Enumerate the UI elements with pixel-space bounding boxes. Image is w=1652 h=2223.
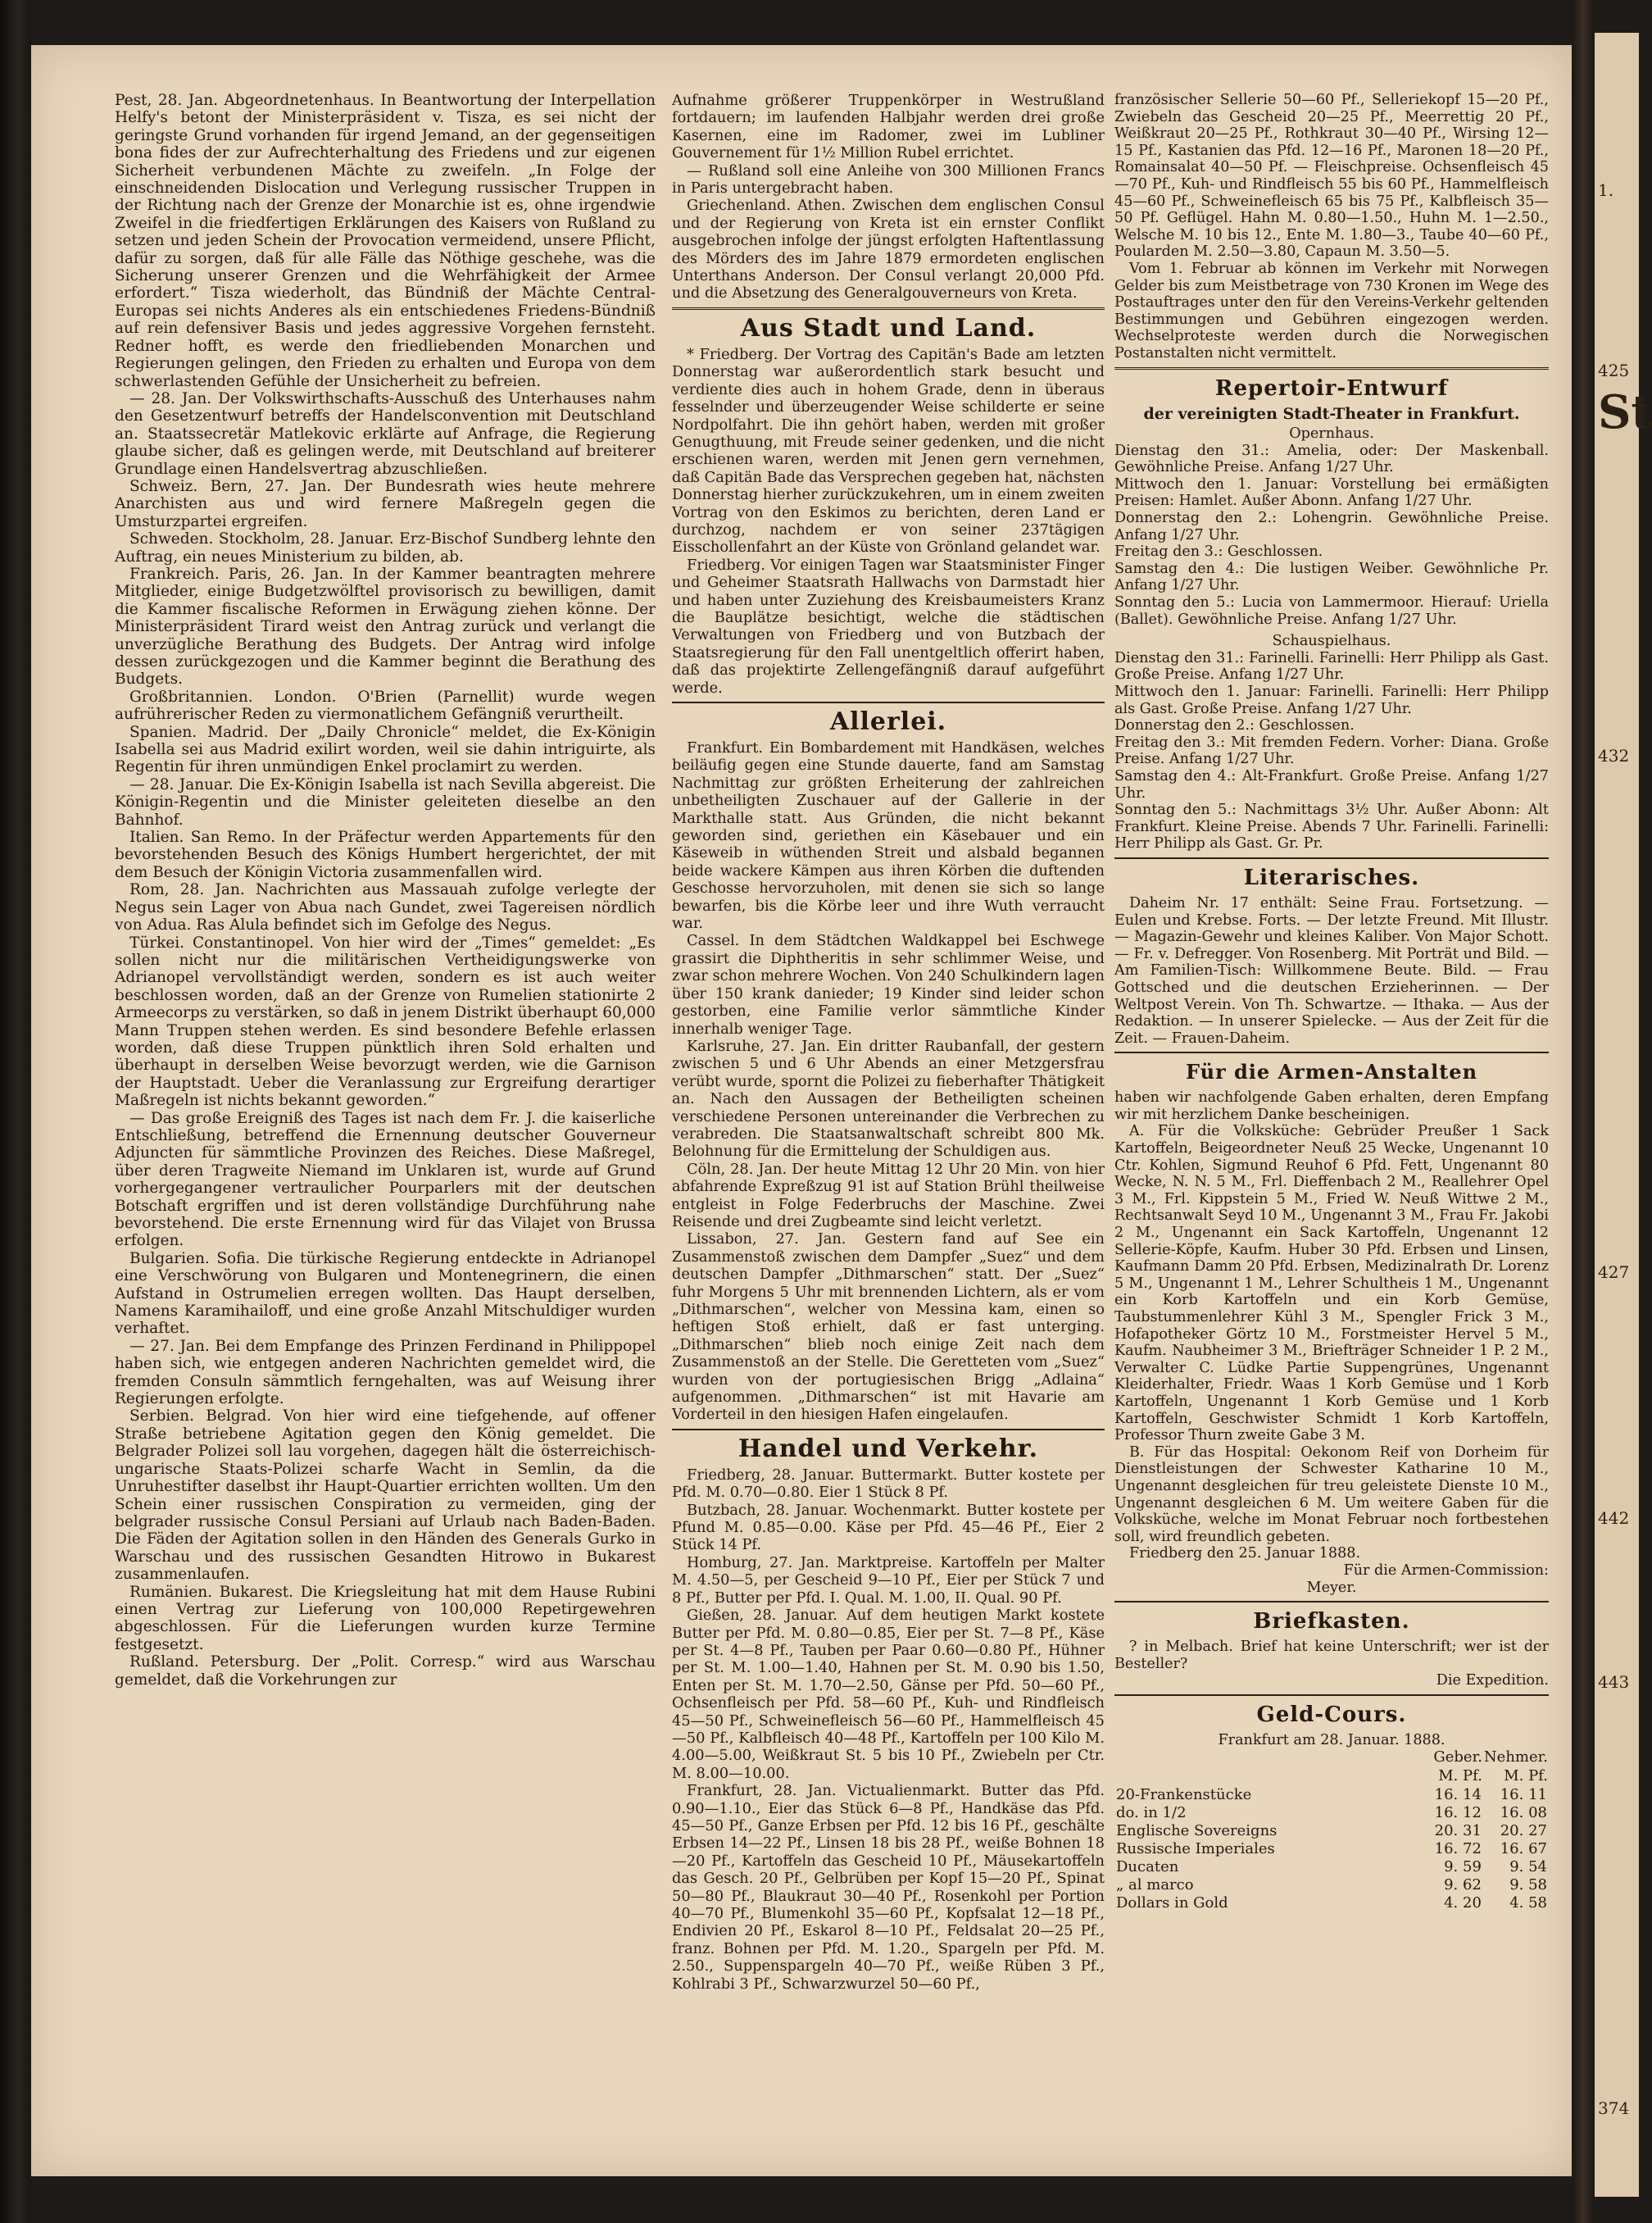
article-paragraph: — Rußland soll eine Anleihe von 300 Millionen Francs in Paris untergebracht haben. <box>672 161 1105 198</box>
table-row <box>1114 1894 1549 1912</box>
margin-fragment: 374 <box>1598 2098 1630 2118</box>
schedule-entry: Sonntag den 5.: Nachmittags 3½ Uhr. Außer Abonn: Alt Frankfurt. Kleine Preise. Abends 7 Uhr. Farinelli. Farinelli: Herr Philipp als Gast. Gr. Pr. <box>1114 802 1549 852</box>
article-paragraph: — 28. Jan. Der Volkswirthschafts-Ausschuß des Unterhauses nahm den Gesetzentwurf betreffs der Handelsconvention mit Deutschland an. Staatssecretär Matlekovic erklärte auf Anfrage, die Regierung glaube sicher, daß es gelingen werde, mit Deutschland auf breiterer Grundlage einen Handelsvertrag abzuschließen. <box>115 389 656 478</box>
geber-value: 9. 59 <box>1444 1857 1482 1875</box>
market-report: Gießen, 28. Januar. Auf dem heutigen Markt kostete Butter per Pfd. M. 0.80—0.85, Eier per St. 7—8 Pf., Käse per St. 4—8 Pf., Tauben per Paar 0.60—0.80 Pf., Hühner per St. M. 1.00—1.40, Hahnen per St. M. 0.90 bis 1.50, Enten per St. M. 1.70—2.50, Gänse per Pfd. 50—60 Pf., Ochsenfleisch per Pfd. 58—60 Pf., Kuh- und Rindfleisch 45—50 Pf., Schweinefleisch 56—60 Pf., Hammelfleisch 45—50 Pf., Kalbfleisch 40—48 Pf., Kartoffeln per 100 Kilo M. 4.00—5.00, Weißkraut St. 5 bis 10 Pf., Zwiebeln per Ctr. M. 8.00—10.00. <box>672 1607 1105 1782</box>
article-paragraph: Lissabon, 27. Jan. Gestern fand auf See ein Zusammenstoß zwischen dem Dampfer „Suez“ und dem deutschen Dampfer „Dithmarschen“ statt. Der „Suez“ fuhr Morgens 5 Uhr mit brennenden Lichtern, als er vom „Dithmarschen“, welcher von Messina kam, einen so heftigen Stoß erhielt, daß er fast unterging. „Dithmarschen“ blieb noch einige Zeit nach dem Zusammenstoß an der Stelle. Die Geretteten vom „Suez“ wurden von der portugiesischen Brigg „Adlaina“ aufgenommen. „Dithmarschen“ ist mit Havarie am Vorderteil in den hiesigen Hafen eingelaufen. <box>672 1230 1105 1424</box>
section-title-literarisches: Literarisches. <box>1243 865 1420 890</box>
article-paragraph: — 27. Jan. Bei dem Empfange des Prinzen Ferdinand in Philippopel haben sich, wie entgegen anderen Nachrichten gemeldet wird, die fremden Consuln sämmtlich ferngehalten, was auf Weisung ihrer Regierungen erfolgte. <box>115 1337 656 1408</box>
article-paragraph: Cassel. In dem Städtchen Waldkappel bei Eschwege grassirt die Diphtheritis in sehr schlimmer Weise, und zwar schon mehrere Wochen. Von 240 Schulkindern lagen über 150 krank danieder; 19 Kinder sind leider schon gestorben, eine Familie verlor sämmtliche Kinder innerhalb weniger Tage. <box>672 932 1105 1038</box>
schedule-entry: Donnerstag den 2.: Lohengrin. Gewöhnliche Preise. Anfang 1/27 Uhr. <box>1114 510 1549 543</box>
currency-name: „ al marco <box>1116 1875 1194 1893</box>
section-title-briefkasten: Briefkasten. <box>1253 1609 1410 1634</box>
article-paragraph: Aufnahme größerer Truppenkörper in Westrußland fortdauern; im laufenden Halbjahr werden drei große Kasernen, eine im Radomer, zwei im Lubliner Gouvernement für 1½ Million Rubel errichtet. <box>672 92 1105 162</box>
section-divider <box>1114 857 1549 859</box>
letterbox-sign: Die Expedition. <box>1436 1672 1549 1689</box>
book-binding <box>0 0 31 2223</box>
nehmer-value: 9. 58 <box>1509 1875 1547 1893</box>
margin-fragment: 425 <box>1598 361 1630 380</box>
article-paragraph: Spanien. Madrid. Der „Daily Chronicle“ meldet, die Ex-Königin Isabella sei aus Madrid exilirt worden, weil sie dahin intriguirte, als Regentin für ihren unmündigen Enkel proclamirt zu werden. <box>115 723 656 776</box>
schedule-entry: Freitag den 3.: Mit fremden Federn. Vorher: Diana. Große Preise. Anfang 1/27 Uhr. <box>1114 734 1549 768</box>
article-paragraph: Griechenland. Athen. Zwischen dem englischen Consul und der Regierung von Kreta ist ein ernster Conflikt ausgebrochen infolge der jüngst erfolgten Haftentlassung des Mörders des im Jahre 1879 ermordeten englischen Unterthans Anderson. Der Consul verlangt 20,000 Pfd. und die Absetzung des Generalgouverneurs von Kreta. <box>672 197 1105 302</box>
schedule-entry: Samstag den 4.: Alt-Frankfurt. Große Preise. Anfang 1/27 Uhr. <box>1114 767 1549 802</box>
margin-fragment: St <box>1598 385 1652 439</box>
article-paragraph: Pest, 28. Jan. Abgeordnetenhaus. In Beantwortung der Interpellation Helfy's betont der Ministerpräsident v. Tisza, es sei nicht der geringste Grund vorhanden für irgend Jemand, an der gegenseitigen bona fides der zur Aufrechterhaltung des Friedens und zur eigenen Sicherheit verbundenen Mächte zu zweifeln. „In Folge der einschneidenden Dislocation und Verlegung russischer Truppen in der Richtung nach der Grenze der Monarchie ist es, ohne irgendwie Zweifel in die friedfertigen Erklärungen des Kaisers von Rußland zu setzen und jeden Schein der Provocation vermeidend, unsere Pflicht, dafür zu sorgen, daß für alle Fälle das Nöthige geschehe, was die Sicherung unserer Grenzen und die Wehrfähigkeit der Armee erfordert.“ Tisza wiederholt, das Bündniß der Mächte Central-Europas sei nichts Anderes als ein entschiedenes Friedens-Bündniß auf rein defensiver Basis und jedes aggressive Vorgehen fernsteht. Redner hofft, es werde den friedliebenden Monarchen und Regierungen gelingen, den Frieden zu erhalten und Europa von dem schwerlastenden Gefühle der Unsicherheit zu befreien. <box>115 92 656 390</box>
section-divider <box>672 702 1105 703</box>
donation-list: B. Für das Hospital: Oekonom Reif von Dorheim für Dienstleistungen der Schwester Katharine 10 M., Ungenannt desgleichen für treu geleistete Dienste 10 M., Ungenannt desgleichen 6 M. Um weitere Gaben für die Volksküche, welche im Monat Februar noch fortbestehen soll, wird freundlich gebeten. <box>1114 1443 1549 1545</box>
currency-name: Dollars in Gold <box>1116 1893 1228 1912</box>
margin-fragment: 1. <box>1598 180 1614 200</box>
column-unit: M. Pf. <box>1504 1767 1548 1785</box>
adjacent-page-edge <box>1595 33 1652 2197</box>
column-header-geber: Geber. <box>1433 1748 1482 1766</box>
section-title-allerlei: Allerlei. <box>829 707 947 736</box>
section-divider <box>1114 367 1549 370</box>
section-divider <box>672 1429 1105 1430</box>
repertoire-title: Repertoir-Entwurf <box>1214 375 1449 401</box>
column-local-news <box>672 92 1105 2141</box>
article-paragraph: Rumänien. Bukarest. Die Kriegsleitung hat mit dem Hause Rubini einen Vertrag zur Lieferung von 100,000 Repetirgewehren abgeschlossen. Für die Lieferungen wurden kurze Termine festgesetzt. <box>115 1583 656 1653</box>
geber-value: 4. 20 <box>1444 1893 1482 1912</box>
column-unit: M. Pf. <box>1438 1767 1482 1785</box>
article-paragraph: Bulgarien. Sofia. Die türkische Regierung entdeckte in Adrianopel eine Verschwörung von Bulgaren und Montenegrinern, die einen Aufstand in Ostrumelien erregen wollten. Das Haupt derselben, Namens Karamihailoff, und eine große Anzahl Mitschuldiger wurden verhaftet. <box>115 1249 656 1338</box>
currency-name: Russische Imperiales <box>1116 1839 1275 1857</box>
article-paragraph: Frankfurt. Ein Bombardement mit Handkäsen, welches beiläufig gegen eine Stunde dauerte, fand am Samstag Nachmittag zur größten Erheiterung der zahlreichen unbetheiligten Zuschauer auf der Gallerie in der Markthalle statt. Aus Gründen, die nicht bekannt geworden sind, geriethen ein Käsebauer und ein Käseweib in wüthenden Streit und alsbald begannen beide wackere Kämpen aus ihren Körben die duftenden Geschosse hervorzuholen, mit denen sie sich so lange bewarfen, bis die Körbe leer und ihre Wuth verraucht war. <box>672 739 1105 933</box>
nehmer-value: 16. 67 <box>1500 1839 1547 1857</box>
schedule-entry: Freitag den 3.: Geschlossen. <box>1114 543 1323 561</box>
donation-date: Friedberg den 25. Januar 1888. <box>1129 1545 1361 1562</box>
geber-value: 9. 62 <box>1444 1875 1482 1893</box>
exchange-place-date: Frankfurt am 28. Januar. 1888. <box>1218 1731 1446 1748</box>
geber-value: 16. 14 <box>1434 1785 1482 1803</box>
table-row <box>1114 1858 1549 1876</box>
article-paragraph: Friedberg. Vor einigen Tagen war Staatsminister Finger und Geheimer Staatsrath Hallwachs von Darmstadt hier und haben unter Zuziehung des Kreisbaumeisters Kranz die Bauplätze besichtigt, welche die städtischen Verwaltungen von Friedberg und von Butzbach der Staatsregierung für den Fall unentgeltlich offerirt haben, daß das projektirte Zellengefängniß darauf aufgeführt werde. <box>672 556 1105 697</box>
article-paragraph: * Friedberg. Der Vortrag des Capitän's Bade am letzten Donnerstag war außerordentlich stark besucht und verdiente dies auch in hohem Grade, denn in überaus fesselnder und überzeugender Weise schilderte er seine Nordpolfahrt. Die ihn gehört haben, werden mit großer Genugthuung, mit Freude seiner gedenken, und die nicht erschienen waren, werden mit Jenen gern vernehmen, daß Capitän Bade das Versprechen gegeben hat, nächsten Donnerstag hierher zurückzukehren, um in einem zweiten Vortrag von den Eskimos zu berichten, deren Land er durchzog, nachdem er von seiner 237tägigen Eisschollenfahrt an der Küste von Grönland gelandet war. <box>672 345 1105 557</box>
donation-intro: haben wir nachfolgende Gaben erhalten, deren Empfang wir mit herzlichem Danke bescheinigen. <box>1114 1089 1549 1123</box>
schedule-entry: Samstag den 4.: Die lustigen Weiber. Gewöhnliche Pr. Anfang 1/27 Uhr. <box>1114 560 1549 594</box>
geber-value: 16. 72 <box>1434 1839 1482 1857</box>
article-paragraph: Italien. San Remo. In der Präfectur werden Appartements für den bevorstehenden Besuch des Königs Humbert hergerichtet, der mit dem Besuch der Königin Victoria zusammenfallen wird. <box>115 829 656 881</box>
donation-signature: Meyer. <box>1306 1579 1357 1596</box>
table-row <box>1114 1840 1549 1858</box>
currency-name: Englische Sovereigns <box>1116 1821 1278 1839</box>
column-notices <box>1114 92 1549 2141</box>
table-row <box>1114 1822 1549 1840</box>
repertoire-subtitle: der vereinigten Stadt-Theater in Frankfurt. <box>1143 404 1520 423</box>
opernhaus-title: Opernhaus. <box>1289 425 1374 443</box>
article-paragraph: Vom 1. Februar ab können im Verkehr mit Norwegen Gelder bis zum Meistbetrage von 730 Kronen im Wege des Postauftrages unter den für den Vereins-Verkehr geltenden Bestimmungen und Gebühren eingezogen werden. Wechselproteste werden durch die Norwegischen Postanstalten nicht vermittelt. <box>1114 260 1549 361</box>
section-title-armen-anstalten: Für die Armen-Anstalten <box>1185 1060 1478 1084</box>
currency-name: Ducaten <box>1116 1857 1179 1875</box>
article-paragraph: Großbritannien. London. O'Brien (Parnellit) wurde wegen aufrührerischer Reden zu viermonatlichem Gefängniß verurtheilt. <box>115 688 656 724</box>
section-title-handel-und-verkehr: Handel und Verkehr. <box>738 1434 1039 1463</box>
schedule-entry: Donnerstag den 2.: Geschlossen. <box>1114 717 1355 734</box>
nehmer-value: 16. 08 <box>1500 1803 1547 1821</box>
column-politics <box>115 92 656 2141</box>
margin-fragment: 432 <box>1598 746 1630 766</box>
market-report: Homburg, 27. Jan. Marktpreise. Kartoffeln per Malter M. 4.50—5, per Gescheid 9—10 Pf., Eier per Stück 7 und 8 Pf., Butter per Pfd. I. Qual. M. 1.00, II. Qual. 90 Pf. <box>672 1553 1105 1607</box>
currency-name: 20-Frankenstücke <box>1116 1785 1252 1803</box>
schedule-entry: Mittwoch den 1. Januar: Farinelli. Farinelli: Herr Philipp als Gast. Große Preise. Anfang 1/27 Uhr. <box>1114 684 1549 717</box>
section-title-stadt-und-land: Aus Stadt und Land. <box>740 313 1037 343</box>
nehmer-value: 4. 58 <box>1509 1893 1547 1912</box>
section-divider <box>1114 1601 1549 1602</box>
margin-fragment: 442 <box>1598 1508 1630 1528</box>
article-paragraph: Schweden. Stockholm, 28. Januar. Erz-Bischof Sundberg lehnte den Auftrag, ein neues Ministerium zu bilden, ab. <box>115 530 656 566</box>
article-paragraph: — 28. Januar. Die Ex-Königin Isabella ist nach Sevilla abgereist. Die Königin-Regentin und die Minister geleiteten dieselbe an den Bahnhof. <box>115 775 656 829</box>
section-title-geld-cours: Geld-Cours. <box>1256 1702 1407 1727</box>
currency-name: do. in 1/2 <box>1116 1803 1187 1821</box>
page-gutter <box>1572 0 1595 2223</box>
table-row <box>1114 1786 1549 1804</box>
letterbox-text: ? in Melbach. Brief hat keine Unterschrift; wer ist der Besteller? <box>1114 1639 1549 1672</box>
article-paragraph: Rußland. Petersburg. Der „Polit. Corresp.“ wird aus Warschau gemeldet, daß die Vorkehrungen zur <box>115 1653 656 1689</box>
article-paragraph: Cöln, 28. Jan. Der heute Mittag 12 Uhr 20 Min. von hier abfahrende Expreßzug 91 ist auf Station Brühl theilweise entgleist in Folge Federbruchs der Maschine. Zwei Reisende und drei Zugbeamte sind leicht verletzt. <box>672 1160 1105 1230</box>
article-paragraph: Frankreich. Paris, 26. Jan. In der Kammer beantragten mehrere Mitglieder, einige Budgetzwölftel provisorisch zu bewilligen, damit die Kammer fiscalische Reformen in Erwägung ziehen könne. Der Ministerpräsident Tirard weist den Antrag zurück und verlangt die unverzügliche Berathung des Budgets. Der Antrag wird infolge dessen zurückgezogen und die Kammer beginnt die Berathung des Budgets. <box>115 565 656 689</box>
geber-value: 16. 12 <box>1434 1803 1482 1821</box>
market-report: Butzbach, 28. Januar. Wochenmarkt. Butter kostete per Pfund M. 0.85—0.00. Käse per Pfd. 45—46 Pf., Eier 2 Stück 14 Pf. <box>672 1501 1105 1554</box>
schauspielhaus-title: Schauspielhaus. <box>1272 633 1391 650</box>
table-row <box>1114 1876 1549 1894</box>
nehmer-value: 16. 11 <box>1500 1785 1547 1803</box>
schedule-entry: Dienstag den 31.: Amelia, oder: Der Maskenball. Gewöhnliche Preise. Anfang 1/27 Uhr. <box>1114 442 1549 476</box>
table-row <box>1114 1804 1549 1822</box>
article-paragraph: — Das große Ereigniß des Tages ist nach dem Fr. J. die kaiserliche Entschließung, betreffend die Ernennung deutscher Gouverneur Adjuncten für sämmtliche Provinzen des Reiches. Diese Maßregel, über deren Tragweite Niemand im Unklaren ist, wurde auf Grund vorhergegangener vertraulicher Pourparlers mit der deutschen Botschaft ergriffen und ist deren vollständige Durchführung nahe bevorstehend. Die erste Ernennung wird für das Vilajet von Brussa erfolgen. <box>115 1109 656 1250</box>
donation-signature-line: Für die Armen-Commission: <box>1343 1562 1549 1579</box>
market-report: Friedberg, 28. Januar. Buttermarkt. Butter kostete per Pfd. M. 0.70—0.80. Eier 1 Stück 8 Pf. <box>672 1466 1105 1502</box>
exchange-rate-table <box>1114 1748 1549 1912</box>
section-divider <box>1114 1694 1549 1696</box>
market-report: Frankfurt, 28. Jan. Victualienmarkt. Butter das Pfd. 0.90—1.10., Eier das Stück 6—8 Pf., Handkäse das Pfd. 45—50 Pf., Ganze Erbsen per Pfd. 12 bis 16 Pf., geschälte Erbsen 14—22 Pf., Linsen 18 bis 28 Pf., weiße Bohnen 18—20 Pf., Kartoffeln das Gescheid 10 Pf., Mäusekartoffeln das Gesch. 20 Pf., Gelbrüben per Kopf 15—20 Pf., Spinat 50—80 Pf., Blaukraut 30—40 Pf., Rosenkohl per Portion 40—70 Pf., Blumenkohl 35—60 Pf., Kopfsalat 12—18 Pf., Endivien 20 Pf., Eskarol 8—10 Pf., Feldsalat 20—25 Pf., franz. Bohnen per Pfd. M. 1.20., Spargeln per Pfd. M. 2.50., Suppenspargeln 40—70 Pf., weiße Rüben 3 Pf., Kohlrabi 3 Pf., Schwarzwurzel 50—60 Pf., <box>672 1782 1105 1993</box>
section-divider <box>672 307 1105 310</box>
article-paragraph: Karlsruhe, 27. Jan. Ein dritter Raubanfall, der gestern zwischen 5 und 6 Uhr Abends an einer Metzgersfrau verübt wurde, spornt die Polizei zu fieberhafter Thätigkeit an. Nach den Aussagen der Betheiligten scheinen verschiedene Personen untereinander die Verbrechen zu verabreden. Die Staatsanwaltschaft schreibt 800 Mk. Belohnung für die Ermittelung der Schuldigen aus. <box>672 1037 1105 1161</box>
schedule-entry: Dienstag den 31.: Farinelli. Farinelli: Herr Philipp als Gast. Große Preise. Anfang 1/27 Uhr. <box>1114 649 1549 684</box>
article-paragraph: Rom, 28. Jan. Nachrichten aus Massauah zufolge verlegte der Negus sein Lager von Abua nach Gundet, zwei Tagereisen nördlich von Adua. Ras Alula befindet sich im Gefolge des Negus. <box>115 881 656 934</box>
article-paragraph: Daheim Nr. 17 enthält: Seine Frau. Fortsetzung. — Eulen und Krebse. Forts. — Der letzte Freund. Mit Illustr. — Magazin-Gewehr und kleines Kaliber. Von Major Schott. — Fr. v. Defregger. Von Rosenberg. Mit Porträt und Bild. — Am Familien-Tisch: Willkommene Beute. Bild. — Frau Gottsched und die deutschen Erzieherinnen. — Der Weltpost Verein. Von Th. Schwartze. — Ithaka. — Aus der Redaktion. — In unserer Spielecke. — Aus der Zeit für die Zeit. — Frauen-Daheim. <box>1114 894 1549 1047</box>
margin-fragment: 427 <box>1598 1262 1630 1282</box>
nehmer-value: 9. 54 <box>1509 1857 1547 1875</box>
nehmer-value: 20. 27 <box>1500 1821 1547 1839</box>
schedule-entry: Sonntag den 5.: Lucia von Lammermoor. Hierauf: Uriella (Ballet). Gewöhnliche Preise. Anfang 1/27 Uhr. <box>1114 594 1549 628</box>
donation-list: A. Für die Volksküche: Gebrüder Preußer 1 Sack Kartoffeln, Beigeordneter Neuß 25 Wecke, Ungenannt 10 Ctr. Kohlen, Sigmund Reuhof 6 Pfd. Fett, Ungenannt 80 Wecke, N. N. 5 M., Frl. Dieffenbach 2 M., Reallehrer Opel 3 M., Frl. Kippstein 5 M., Fried W. Neuß Wittwe 2 M., Rechtsanwalt Seyd 10 M., Ungenannt 3 M., Frau Fr. Jakobi 2 M., Ungenannt ein Sack Kartoffeln, Ungenannt 12 Sellerie-Köpfe, Kaufm. Huber 30 Pfd. Erbsen und Linsen, Kaufmann Damm 20 Pfd. Erbsen, Medizinalrath Dr. Lorenz 5 M., Ungenannt 1 M., Lehrer Schultheis 1 M., Ungenannt ein Korb Kartoffeln und ein Korb Gemüse, Taubstummenlehrer Kühl 3 M., Spengler Frick 3 M., Hofapotheker Görtz 10 M., Forstmeister Hervel 5 M., Kaufm. Naubheimer 3 M., Briefträger Schneider 1 P. 2 M., Verwalter C. Lüdke Partie Suppengrünes, Ungenannt Kleiderhalter, Friedr. Waas 1 Korb Gemüse und 1 Korb Kartoffeln, Ungenannt 1 Korb Gemüse und 1 Korb Kartoffeln, Geschwister Schmidt 1 Korb Kartoffeln, Professor Thurn zweite Gabe 3 M. <box>1114 1123 1549 1444</box>
schedule-entry: Mittwoch den 1. Januar: Vorstellung bei ermäßigten Preisen: Hamlet. Außer Abonn. Anfang 1/27 Uhr. <box>1114 475 1549 510</box>
market-report: französischer Sellerie 50—60 Pf., Selleriekopf 15—20 Pf., Zwiebeln das Gescheid 20—25 Pf., Meerrettig 20 Pf., Weißkraut 20—25 Pf., Rothkraut 30—40 Pf., Wirsing 12—15 Pf., Kastanien das Pfd. 12—16 Pf., Maronen 18—20 Pf., Romainsalat 40—50 Pf. — Fleischpreise. Ochsenfleisch 45—70 Pf., Kuh- und Rindfleisch 55 bis 60 Pf., Hammelfleisch 45—60 Pf., Schweinefleisch 65 bis 75 Pf., Kalbfleisch 35—50 Pf. Geflügel. Hahn M. 0.80—1.50., Huhn M. 1—2.50., Welsche M. 10 bis 12., Ente M. 1.80—3., Taube 40—60 Pf., Poularden M. 2.50—3.80, Capaun M. 3.50—5. <box>1114 92 1549 261</box>
section-divider <box>1114 1052 1549 1053</box>
geber-value: 20. 31 <box>1434 1821 1482 1839</box>
margin-fragment: 443 <box>1598 1672 1630 1692</box>
article-paragraph: Türkei. Constantinopel. Von hier wird der „Times“ gemeldet: „Es sollen nicht nur die militärischen Vertheidigungswerke von Adrianopel vervollständigt werden, sondern es ist auch weiter beschlossen worden, daß an der Grenze von Rumelien stationirte 2 Armeecorps zu verstärken, so daß in jenem Distrikt überhaupt 60,000 Mann Truppen stehen werden. Es sind besondere Befehle erlassen worden, daß diese Truppen pünktlich ihren Sold erhalten und überhaupt in derselben Weise bevorzugt werden, wie die Garnison der Hauptstadt. Ueber die Veranlassung zur Ergreifung derartiger Maßregeln ist nichts bekannt geworden.“ <box>115 934 656 1110</box>
article-paragraph: Schweiz. Bern, 27. Jan. Der Bundesrath wies heute mehrere Anarchisten aus und wird fernere Maßregeln gegen die Umsturzpartei ergreifen. <box>115 477 656 530</box>
article-paragraph: Serbien. Belgrad. Von hier wird eine tiefgehende, auf offener Straße betriebene Agitation gegen den König gemeldet. Die Belgrader Polizei soll lau vorgehen, dagegen hält die österreichisch-ungarische Staats-Polizei scharfe Wacht in Semlin, da die Unruhestifter daselbst ihr Haupt-Quartier errichten wollten. Um den Schein einer russischen Conspiration zu vermeiden, ging der belgrader russische Consul Persiani auf Urlaub nach Baden-Baden. Die Fäden der Agitation sollen in den Händen des Generals Gurko in Warschau und des russischen Gesandten Hitrowo in Bukarest zusammenlaufen. <box>115 1407 656 1584</box>
column-header-nehmer: Nehmer. <box>1483 1748 1548 1766</box>
